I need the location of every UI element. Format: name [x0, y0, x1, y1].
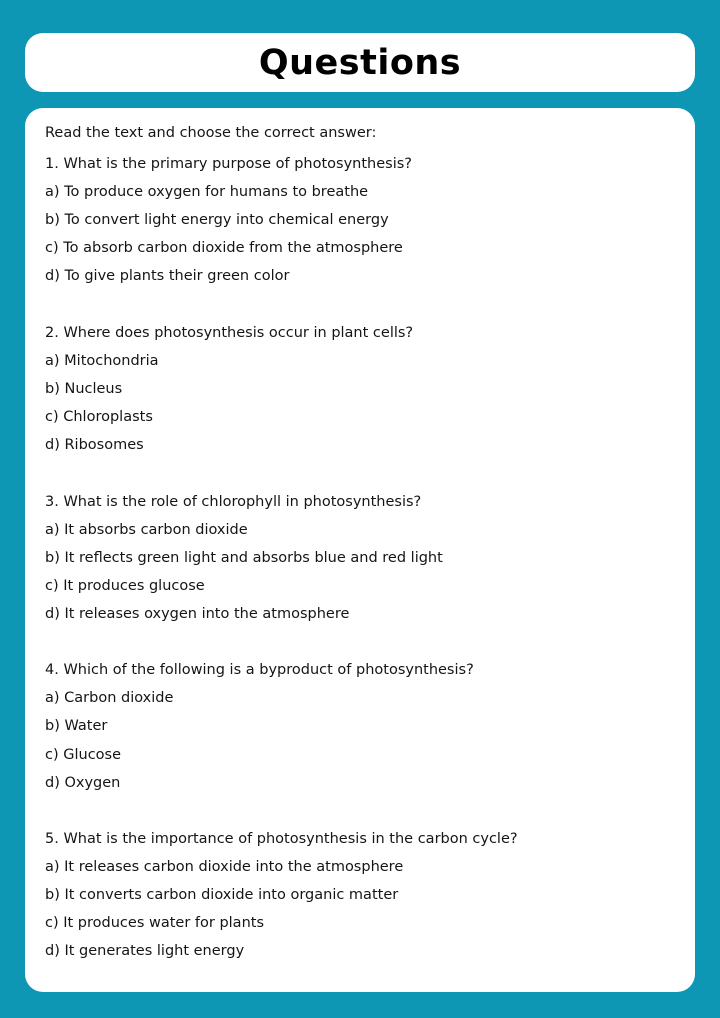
question-3-option-b: b) It reflects green light and absorbs blue and red light: [45, 550, 443, 566]
question-2-option-d: d) Ribosomes: [45, 437, 144, 453]
question-5-option-c: c) It produces water for plants: [45, 915, 264, 931]
question-4-option-d: d) Oxygen: [45, 775, 121, 791]
question-4-text: 4. Which of the following is a byproduct of photosynthesis?: [45, 662, 474, 678]
question-4-option-a: a) Carbon dioxide: [45, 690, 174, 706]
page-title: Questions: [258, 42, 462, 83]
content-card: [25, 108, 695, 992]
question-4-option-c: c) Glucose: [45, 747, 122, 763]
question-3-option-c: c) It produces glucose: [45, 578, 205, 594]
instruction-text: Read the text and choose the correct answer:: [45, 125, 377, 141]
question-1-option-b: b) To convert light energy into chemical energy: [45, 212, 389, 228]
question-1-option-c: c) To absorb carbon dioxide from the atmosphere: [45, 240, 403, 256]
question-5-text: 5. What is the importance of photosynthesis in the carbon cycle?: [45, 831, 518, 847]
question-2-text: 2. Where does photosynthesis occur in plant cells?: [45, 325, 414, 341]
title-card: [25, 33, 695, 92]
question-5-option-a: a) It releases carbon dioxide into the atmosphere: [45, 859, 404, 875]
question-4-option-b: b) Water: [45, 718, 108, 734]
question-3-option-d: d) It releases oxygen into the atmosphere: [45, 606, 350, 622]
question-2-option-a: a) Mitochondria: [45, 353, 159, 369]
question-3-option-a: a) It absorbs carbon dioxide: [45, 522, 248, 538]
question-1-text: 1. What is the primary purpose of photosynthesis?: [45, 156, 412, 172]
question-5-option-b: b) It converts carbon dioxide into organic matter: [45, 887, 399, 903]
question-3-text: 3. What is the role of chlorophyll in photosynthesis?: [45, 494, 422, 510]
question-1-option-d: d) To give plants their green color: [45, 268, 290, 284]
question-1-option-a: a) To produce oxygen for humans to breathe: [45, 184, 369, 200]
question-5-option-d: d) It generates light energy: [45, 943, 245, 959]
question-2-option-b: b) Nucleus: [45, 381, 123, 397]
question-2-option-c: c) Chloroplasts: [45, 409, 153, 425]
